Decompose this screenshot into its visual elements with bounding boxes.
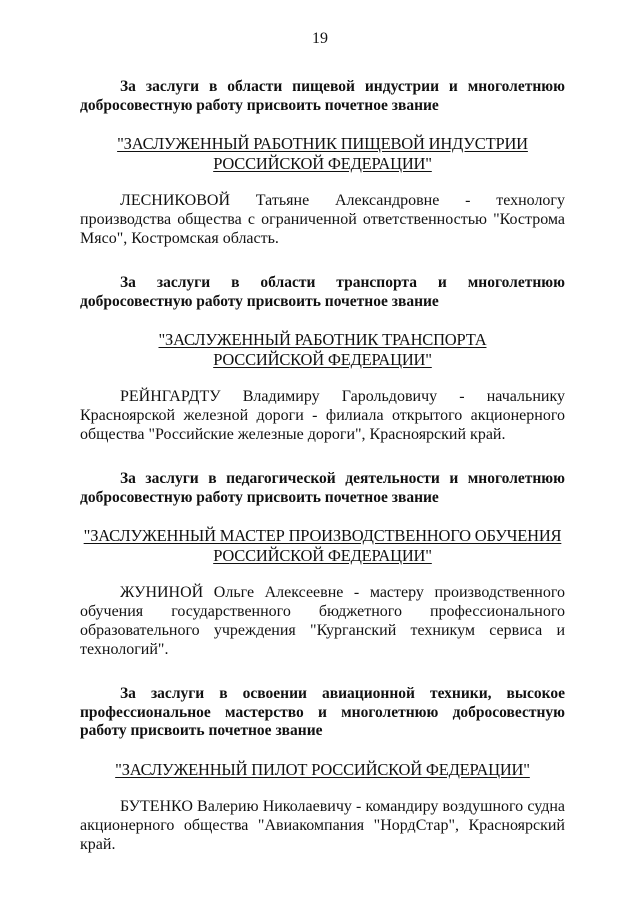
award-section-vocational-training [80,470,565,659]
awardee-text: РЕЙНГАРДТУ Владимиру Гарольдовичу - начальнику Красноярской железной дороги - филиала открытого акционерного общества "Российские железные дороги", Красноярский край. [80,388,565,443]
award-title-line: РОССИЙСКОЙ ФЕДЕРАЦИИ" [213,153,432,173]
decree-text: За заслуги в педагогической деятельности и многолетнюю добросовестную работу присвоить почетное звание [80,470,565,506]
award-section-pilot [80,685,565,854]
award-title-line: "ЗАСЛУЖЕННЫЙ РАБОТНИК ТРАНСПОРТА [158,330,487,349]
award-section-food-industry [80,78,565,248]
decree-text: За заслуги в освоении авиационной техники, высокое профессиональное мастерство и многолетнюю добросовестную работу присвоить почетное звание [80,685,565,739]
awardee-text: ЖУНИНОЙ Ольге Алексеевне - мастеру производственного обучения государственного бюджетного профессионального образовательного учреждения "Курганский техникум сервиса и технологий". [80,584,565,658]
page-number: 19 [312,30,328,47]
award-title-line: "ЗАСЛУЖЕННЫЙ МАСТЕР ПРОИЗВОДСТВЕННОГО ОБУЧЕНИЯ [83,526,562,545]
awardee-text: БУТЕНКО Валерию Николаевичу - командиру воздушного судна акционерного общества "Авиакомпания "НордСтар", Красноярский край. [80,798,565,853]
award-section-transport [80,274,565,444]
award-title [80,760,565,780]
document-body [80,78,565,880]
decree-text: За заслуги в области пищевой индустрии и многолетнюю добросовестную работу присвоить почетное звание [80,78,565,114]
award-title-line: "ЗАСЛУЖЕННЫЙ РАБОТНИК ПИЩЕВОЙ ИНДУСТРИИ [117,134,528,153]
award-title-line: РОССИЙСКОЙ ФЕДЕРАЦИИ" [213,349,432,369]
award-title [80,134,565,173]
decree-text: За заслуги в области транспорта и многолетнюю добросовестную работу присвоить почетное звание [80,274,565,310]
award-title [80,526,565,565]
award-title-line: РОССИЙСКОЙ ФЕДЕРАЦИИ" [213,545,432,565]
award-title [80,330,565,369]
awardee-text: ЛЕСНИКОВОЙ Татьяне Александровне - технологу производства общества с ограниченной ответственностью "Кострома Мясо", Костромская область. [80,192,565,247]
award-title-line: "ЗАСЛУЖЕННЫЙ ПИЛОТ РОССИЙСКОЙ ФЕДЕРАЦИИ" [115,759,530,779]
